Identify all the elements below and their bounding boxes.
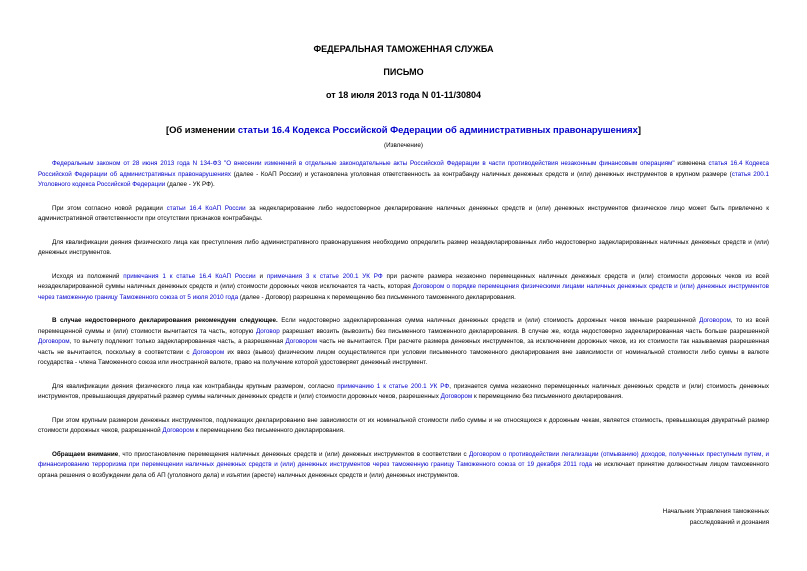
subject-prefix: [Об изменении	[166, 124, 238, 135]
signature-line-2: расследований и дознания	[689, 519, 769, 526]
link-agreement[interactable]: Договором	[440, 393, 473, 400]
signature-line-1: Начальник Управления таможенных	[662, 508, 769, 515]
link-agreement[interactable]: Договором	[162, 427, 195, 434]
paragraph-3: Для квалификации деяния физического лица как преступления либо административного правонарушения необходимо определить размер незадекларированных либо недостоверно задекларированных наличных денежных средств и (или) денежных инструментов.	[38, 238, 769, 256]
link-federal-law-134[interactable]: Федеральным законом от 28 июня 2013 года N 134-ФЗ "О внесении изменений в отдельные законодательные акты Российской Федерации в части противодействия незаконным финансовым операциям"	[52, 160, 675, 167]
link-article-16-4-koap[interactable]: статьи 16.4 КоАП России	[166, 204, 246, 212]
link-article-200-1[interactable]: статья 200.1 Уголовного кодекса Российской Федерации	[38, 170, 770, 188]
link-agreement[interactable]: Договором	[38, 338, 70, 345]
document-type: ПИСЬМО	[383, 67, 424, 77]
link-agreement[interactable]: Договор	[255, 327, 280, 335]
link-note-3-article-200-1[interactable]: примечания 3 к статье 200.1 УК РФ	[266, 272, 383, 280]
agency-title: ФЕДЕРАЛЬНАЯ ТАМОЖЕННАЯ СЛУЖБА	[313, 44, 494, 54]
recommendation-heading: В случае недостоверного декларирования рекомендуем следующее.	[52, 317, 278, 324]
link-agreement[interactable]: Договором	[285, 338, 318, 345]
link-agreement-2010[interactable]: Договором о порядке перемещения физическими лицами наличных денежных средств и (или) денежных инструментов через таможенную границу Таможенного союза от 5 июля 2010 года	[38, 283, 769, 301]
paragraph-6: Для квалификации деяния физического лица как контрабанды крупным размером, согласно примечанию 1 к статье 200.1 УК РФ, признается сумма незаконно перемещенных наличных денежных средств и (или) стоимость денежных инструментов, превышающая двукратный размер суммы наличных денежных средств и (или) стоимости дорожных чеков, разрешенных Договором к перемещению без письменного декларирования.	[38, 382, 770, 400]
paragraph-7: При этом крупным размером денежных инструментов, подлежащих декларированию вне зависимости от их номинальной стоимости либо суммы и не относящихся к дорожным чекам, является стоимость, превышающая двукратный размер стоимости дорожных чеков, разрешенной Договором к перемещению без письменного декларирования.	[38, 416, 769, 434]
link-note-1-article-16-4[interactable]: примечания 1 к статье 16.4 КоАП России	[123, 272, 256, 280]
subject-link[interactable]: статьи 16.4 Кодекса Российской Федерации об административных правонарушениях	[237, 124, 638, 135]
link-article-16-4[interactable]: статья 16.4 Кодекса Российской Федерации об административных правонарушениях	[38, 160, 769, 178]
paragraph-8: Обращаем внимание, что приостановление перемещения наличных денежных средств и (или) денежных инструментов в соответствии с Договором о противодействии легализации (отмыванию) доходов, полученных преступным путем, и финансированию терроризма при перемещении наличных денежных средств и (или) денежных инструментов через таможенную границу Таможенного союза от 19 декабря 2011 года не исключает принятие должностным лицом таможенного органа решения о возбуждении дела об АП (уголовного дела) и изъятии (аресте) наличных денежных средств и (или) денежных инструментов.	[38, 450, 769, 479]
link-agreement[interactable]: Договором	[699, 317, 731, 324]
link-agreement-2011[interactable]: Договором о противодействии легализации (отмыванию) доходов, полученных преступным путем, и финансированию терроризма при перемещении наличных денежных средств и (или) денежных инструментов через таможенную границу Таможенного союза от 19 декабря 2011 года	[38, 450, 769, 468]
excerpt-note: (Извлечение)	[383, 142, 424, 149]
paragraph-5: В случае недостоверного декларирования рекомендуем следующее. Если недостоверно задекларированная сумма наличных денежных средств и (или) стоимость дорожных чеков меньше разрешенной Договором, то из всей перемещенной суммы и (или) стоимости вычитается та часть, которую Договор разрешает ввозить (вывозить) без письменного таможенного декларирования. В случае же, когда недостоверно задекларированная часть больше разрешенной Договором, то вычету подлежит только задекларированная часть, а разрешенная Договором часть не вычитается. При расчете размера денежных инструментов, за исключением дорожных чеков, из их стоимости так называемая разрешенная часть не вычитается, поскольку в соответствии с Договором их ввоз (вывоз) физическим лицом осуществляется при условии письменного таможенного декларирования вне зависимости от номинальной стоимости либо суммы в валюте государства - члена Таможенного союза или иностранной валюте, право на получение которой удостоверяет денежный инструмент.	[38, 317, 770, 366]
document-date-number: от 18 июля 2013 года N 01-11/30804	[326, 90, 481, 100]
paragraph-1: Федеральным законом от 28 июня 2013 года N 134-ФЗ "О внесении изменений в отдельные законодательные акты Российской Федерации в части противодействия незаконным финансовым операциям" изменена статья 16.4 Кодекса Российской Федерации об административных правонарушениях (далее - КоАП России) и установлена уголовная ответственность за контрабанду наличных денежных средств и (или) денежных инструментов в крупном размере (статья 200.1 Уголовного кодекса Российской Федерации (далее - УК РФ).	[38, 160, 770, 188]
document-subject	[38, 124, 769, 135]
paragraph-2: При этом согласно новой редакции статьи 16.4 КоАП России за недекларирование либо недостоверное декларирование наличных денежных средств и (или) денежных инструментов физическое лицо может быть привлечено к административной ответственности при отсутствии признаков контрабанды.	[38, 204, 770, 222]
paragraph-4: Исходя из положений примечания 1 к статье 16.4 КоАП России и примечания 3 к статье 200.1 УК РФ при расчете размера незаконно перемещенных наличных денежных средств и (или) стоимости дорожных чеков из всей незадекларированной суммы наличных денежных средств и (или) стоимости дорожных чеков исключается та часть, которая Договором о порядке перемещения физическими лицами наличных денежных средств и (или) денежных инструментов через таможенную границу Таможенного союза от 5 июля 2010 года (далее - Договор) разрешена к перемещению без письменного таможенного декларирования.	[38, 272, 770, 301]
link-note-1-article-200-1[interactable]: примечанию 1 к статье 200.1 УК РФ	[337, 382, 450, 390]
link-agreement[interactable]: Договором	[192, 348, 225, 356]
subject-suffix: ]	[637, 124, 641, 135]
signature-block	[663, 506, 769, 528]
attention-heading: Обращаем внимание	[52, 450, 119, 458]
